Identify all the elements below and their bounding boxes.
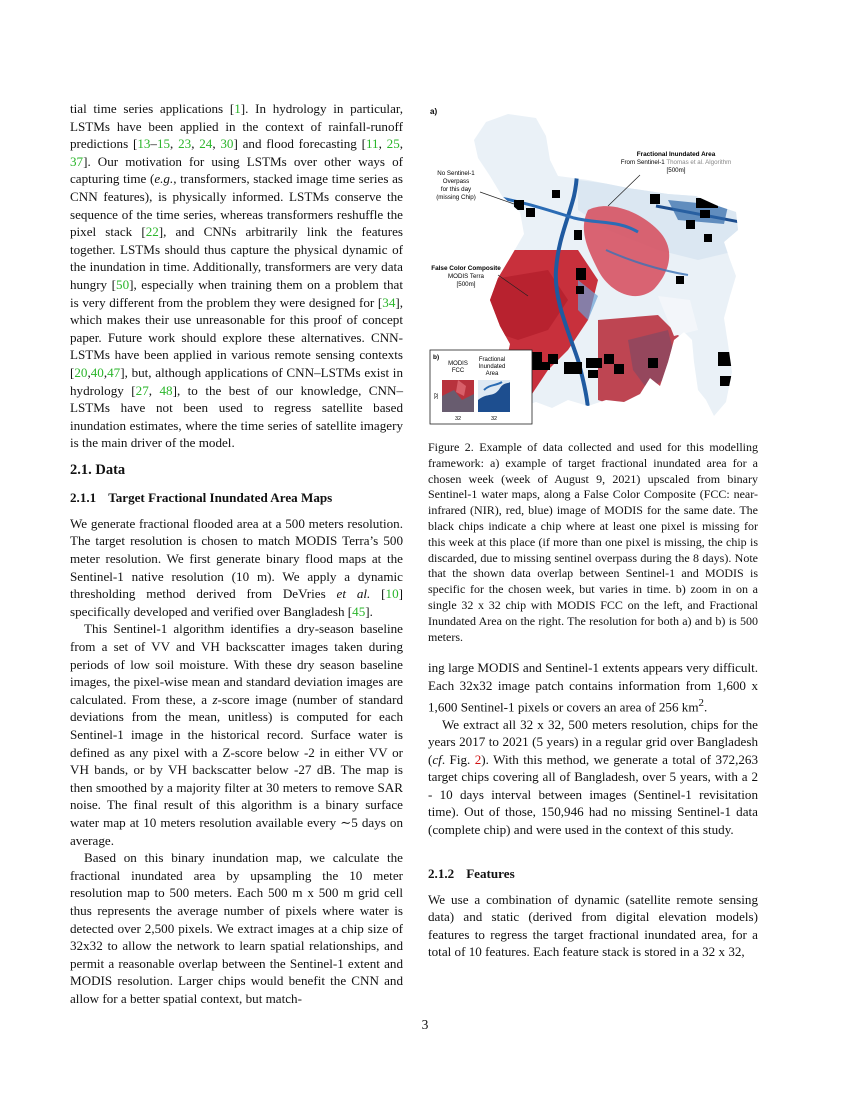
citation-link[interactable]: 11 [365, 136, 379, 152]
fcc-label-resolution: [500m] [456, 281, 476, 288]
citation-link[interactable]: 47 [107, 364, 121, 380]
panel-b-label: b) [433, 354, 440, 361]
citation-link[interactable]: 10 [385, 586, 399, 602]
left-column [70, 100, 403, 1008]
paragraph-features: We use a combination of dynamic (satellite remote sensing data) and static (derived from digital elevation models) features to regress the target fractional inundated area, for a total of 10 features. Each feature stack is stored in a 32 x 32, [428, 891, 758, 960]
inset-fia-label-line3: Area [485, 371, 499, 377]
paragraph-sentinel-algorithm: This Sentinel-1 algorithm identifies a dry-season baseline from a set of VV and VH backscatter images taken during periods of low soil moisture. With these dry season baseline images, the pixel-wise mean and standard deviation images are calculated. From these, a z-score image (number of standard deviations from the mean, unitless) is computed for each Sentinel-1 image in the historical record. Surface water is defined as any pixel with a Z-score below -2 in either VV or VH bands, or by VH backscatter below -27 dB. The map is then smoothed by a majority filter at 30 meters to remove SAR noise. The final result of this algorithm is a binary surface water map at 10 meters resolution available every ∼5 days on average. [70, 621, 403, 848]
citation-link[interactable]: 50 [116, 276, 130, 292]
fia-label-source: From Sentinel-1 Thomas et al. Algorithm [620, 159, 732, 166]
inset-fia-label-line1: Fractional [478, 357, 506, 363]
citation-link[interactable]: 30 [220, 136, 234, 152]
fcc-label-title: False Color Composite [431, 265, 501, 272]
citation-link[interactable]: 1 [234, 101, 241, 116]
citation-link[interactable]: 13 [137, 136, 151, 152]
citation-link[interactable]: 23 [178, 136, 192, 152]
figure-map [428, 100, 758, 430]
citation-link[interactable]: 45 [352, 603, 366, 619]
citation-link[interactable]: 22 [145, 224, 159, 240]
subsection-title: 2.1.2 Features [428, 865, 515, 881]
page-number: 3 [421, 1017, 429, 1032]
fia-label-title: Fractional Inundated Area [636, 151, 716, 158]
figure-2 [428, 100, 758, 430]
inset-dim-x2: 32 [490, 416, 498, 422]
figure-reference-link[interactable]: 2 [474, 751, 482, 767]
inset-fia-label-line2: Inundated [478, 364, 506, 370]
subsection-title: 2.1.1 Target Fractional Inundated Area Maps [70, 489, 333, 505]
citation-link[interactable]: 37 [70, 153, 84, 169]
citation-link[interactable]: 40 [90, 364, 104, 380]
fcc-label-source: MODIS Terra [448, 273, 484, 280]
citation-link[interactable]: 27 [135, 382, 149, 398]
inset-panel-b [430, 350, 532, 424]
citation-link[interactable]: 48 [159, 382, 173, 398]
citation-link[interactable]: 34 [382, 294, 396, 310]
inset-modis-label-line2: FCC [451, 368, 465, 374]
missing-label-line3: for this day [440, 186, 472, 193]
caption-label: Figure 2. [428, 440, 474, 454]
inset-dim-x1: 32 [454, 416, 462, 422]
right-column [428, 440, 758, 961]
fia-label-resolution: [500m] [666, 167, 686, 174]
paragraph-fractional-area: We generate fractional flooded area at a 500 meters resolution. The target resolution is chosen to match MODIS Terra’s 500 meter resolution. We first generate binary flood maps at the Sentinel-1 native resolution (10 m). We apply a dynamic thresholding method derived from DeVries et al. [10] specifically developed and verified over Bangladesh [45]. [70, 515, 403, 619]
citation-link[interactable]: 24 [199, 136, 213, 152]
paragraph-chip-extraction: We extract all 32 x 32, 500 meters resolution, chips for the years 2017 to 2021 (5 years) in a regular grid over Bangladesh (cf. Fig. 2). With this method, we generate a total of 372,263 target chips covering all of Bangladesh, over 5 years, with a 2 - 10 days interval between images (Sentinel-1 revisitation time). Out of those, 150,946 had no missing Sentinel-1 data (complete chip) and were used in the context of this study. [428, 716, 759, 838]
paragraph-lstm-motivation: tial time series applications [1]. In hydrology in particular, LSTMs have been applied in the context of rainfall-runoff predictions [13–15, 23, 24, 30] and flood forecasting [11, 25, 37]. Our motivation for using LSTMs over other ways of capturing time (e.g., transformers, stacked image time series as CNN features), is physically informed. LSTMs conserve the sequence of the time series, whereas transformers reshuffle the pixel stack [22], and CNNs arbitrarily link the features together. LSTMs should thus capture the physical dynamic of the inundation in time. Additionally, transformers are very data hungry [50], especially when training them on a problem that is very different from the problem they were designed for [34], which makes their use unreasonable for this proof of concept paper. Future work should explore these alternatives. CNN-LSTMs have been applied in various remote sensing contexts [20,40,47], but, although applications of CNN–LSTMs exist in hydrology [27, 48], to the best of our knowledge, CNN–LSTMs have not been used to regress satellite based inundation estimates, where the time series of satellite imagery is the main driver of the model. [70, 101, 404, 451]
section-title: 2.1. Data [70, 461, 126, 478]
figure-caption: Figure 2. Example of data collected and used for this modelling framework: a) example of target fractional inundated area for a chosen week (week of August 9, 2021) upscaled from binary Sentinel-1 water maps, along a False Color Composite (FCC: near-infrared (NIR), red, blue) image of MODIS for the same date. The black chips indicate a chip where at least one pixel is missing for this week at this place (if more than one pixel is missing, the chip is discarded, due to missing sentinel overpass during the 8 days). Note that the shown data overlap between Sentinel-1 and MODIS is specific for the chosen week, but varies in time. b) zoom in on a single 32 x 32 chip with MODIS FCC on the left, and Fractional Inundated Area on the right. The resolution for both a) and b) is 500 meters. [428, 440, 758, 644]
inset-modis-label-line1: MODIS [448, 361, 468, 367]
citation-link[interactable]: 15 [156, 136, 171, 152]
missing-label-line4: (missing Chip) [436, 194, 476, 201]
inset-dim-y: 32 [434, 392, 440, 400]
missing-label-line2: Overpass [442, 178, 470, 185]
missing-label-line1: No Sentinel-1 [437, 170, 475, 177]
paragraph-binary-map: Based on this binary inundation map, we calculate the fractional inundated area by upsampling the 10 meter resolution map to 500 meters. Each 500 m x 500 m grid cell thus represents the average number of pixels where water is detected over 2,500 pixels. We extract images at a chip size of 32x32 to allow the network to learn spatial relationships, and permit a reasonable overlap between the Sentinel-1 extent and MODIS resolution. Larger chips would benefit the CNN and allow for a better spatial context, but match- [70, 850, 403, 1006]
citation-link[interactable]: 20 [74, 364, 88, 380]
citation-link[interactable]: 25 [386, 136, 400, 152]
paragraph-chip-size: ing large MODIS and Sentinel-1 extents appears very difficult. Each 32x32 image patch contains information from 1,600 x 1,600 Sentinel-1 pixels or covers an area of 256 $km^2$. [428, 660, 758, 714]
panel-a-label: a) [430, 107, 438, 116]
